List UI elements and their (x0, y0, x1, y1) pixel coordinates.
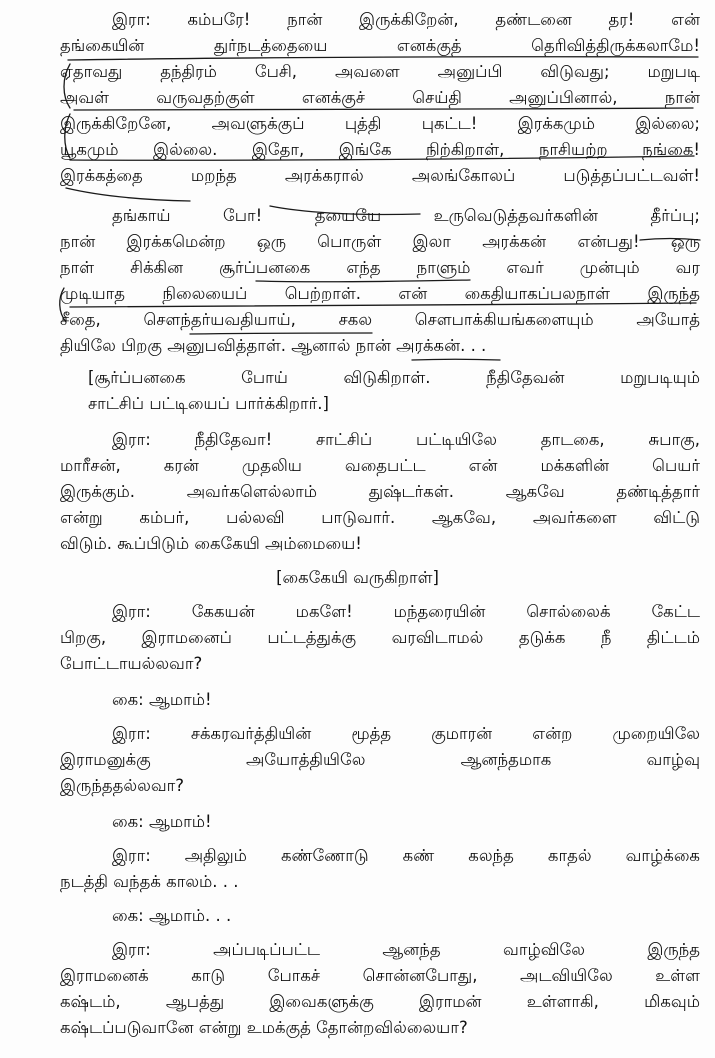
text-line: நாள் சிக்கின சூர்ப்பனகை எந்த நாளும் எவர் முன்பும் வர (60, 258, 700, 277)
text-line: ஏதாவது தந்திரம் பேசி, அவளை அனுப்பி விடுவது; மறுபடி (60, 62, 700, 81)
text-line: கை: ஆமாம். . . (112, 906, 232, 925)
stage-direction: [சூர்ப்பனகை போய் விடுகிறாள். நீதிதேவன் மறுபடியும் (88, 368, 700, 387)
handwritten-underline (66, 188, 190, 201)
text-line: தியிலே பிறகு அனுபவித்தாள். ஆனால் நான் அரக்கன். . . (60, 336, 487, 355)
text-line: இராமனுக்கு அயோத்தியிலே ஆனந்தமாக வாழ்வு (60, 750, 700, 769)
text-line: இருக்கிறேனே, அவளுக்குப் புத்தி புகட்ட! இரக்கமும் இல்லை; (60, 114, 700, 133)
text-line: மாரீசன், கரன் முதலிய வதைபட்ட என் மக்களின் பெயர் (60, 456, 700, 475)
text-line: விடும். கூப்பிடும் கைகேயி அம்மையை! (60, 534, 362, 553)
handwritten-underline (412, 359, 500, 360)
text-line: பிறகு, இராமனைப் பட்டத்துக்கு வரவிடாமல் தடுக்க நீ திட்டம் (60, 628, 700, 647)
text-line: நான் இரக்கமென்ற ஒரு பொருள் இலா அரக்கன் என்பது! ஒரு (60, 232, 700, 251)
stage-direction: சாட்சிப் பட்டியைப் பார்க்கிறார்.] (88, 394, 329, 413)
text-line: இருந்ததல்லவா? (60, 776, 184, 795)
text-line: தங்கையின் துர்நடத்தையை எனக்குத் தெரிவித்திருக்கலாமே! (60, 36, 700, 55)
text-line: இரா: கம்பரே! நான் இருக்கிறேன், தண்டனை தர! என் (112, 10, 700, 29)
stage-direction: [கைகேயி வருகிறாள்] (276, 568, 439, 587)
text-line: யூகமும் இல்லை. இதோ, இங்கே நிற்கிறாள், நாசியற்ற நங்கை! (60, 140, 700, 159)
text-line: இரா: நீதிதேவா! சாட்சிப் பட்டியிலே தாடகை, சுபாகு, (112, 430, 700, 449)
text-line: இரா: சக்கரவர்த்தியின் மூத்த குமாரன் என்ற முறையிலே (112, 724, 700, 743)
text-line: இரா: அப்படிப்பட்ட ஆனந்த வாழ்விலே இருந்த (112, 940, 700, 959)
text-line: முடியாத நிலையைப் பெற்றாள். என் கைதியாகப்பலநாள் இருந்த (60, 284, 700, 303)
text-line: இருக்கும். அவர்களெல்லாம் துஷ்டர்கள். ஆகவே தண்டித்தார் (60, 482, 700, 501)
text-line: கை: ஆமாம்! (112, 690, 212, 709)
text-line: சீதை, சௌந்தர்யவதியாய், சகல சௌபாக்கியங்களையும் அயோத் (60, 310, 700, 329)
text-line: இராமனைக் காடு போகச் சொன்னபோது, அடவியிலே உள்ள (60, 966, 700, 985)
text-line: கஷ்டப்படுவானே என்று உமக்குத் தோன்றவில்லையா? (60, 1018, 468, 1037)
text-line: தங்காய் போ! தயையே உருவெடுத்தவர்களின் தீர்ப்பு; (112, 206, 700, 225)
text-line: கஷ்டம், ஆபத்து இவைகளுக்கு இராமன் உள்ளாகி, மிகவும் (60, 992, 700, 1011)
text-line: என்று கம்பர், பல்லவி பாடுவார். ஆகவே, அவர்களை விட்டு (60, 508, 700, 527)
text-line: இரா: கேகயன் மகளே! மந்தரையின் சொல்லைக் கேட்ட (112, 602, 700, 621)
text-line: போட்டாயல்லவா? (60, 654, 203, 673)
text-line: அவள் வருவதற்குள் எனக்குச் செய்தி அனுப்பினால், நான் (60, 88, 700, 107)
text-line: நடத்தி வந்தக் காலம். . . (60, 872, 239, 891)
text-line: இரக்கத்தை மறந்த அரக்கரால் அலங்கோலப் படுத்தப்பட்டவள்! (60, 166, 700, 185)
text-line: கை: ஆமாம்! (112, 812, 212, 831)
text-line: இரா: அதிலும் கண்ணோடு கண் கலந்த காதல் வாழ்க்கை (112, 846, 700, 865)
